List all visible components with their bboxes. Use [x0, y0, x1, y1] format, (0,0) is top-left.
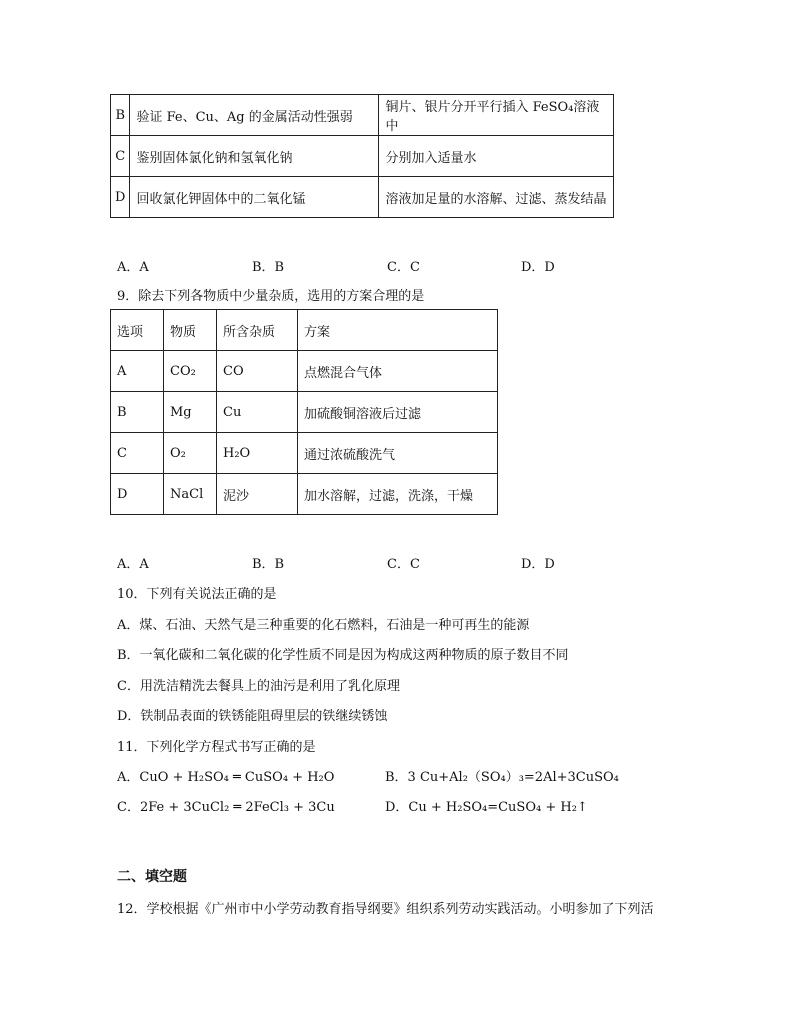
option-b[interactable]: B．一氧化碳和二氧化碳的化学性质不同是因为构成这两种物质的原子数目不同 [117, 648, 569, 663]
question-stem: 10．下列有关说法正确的是 [117, 587, 277, 602]
method-cell: 溶液加足量的水溶解、过滤、蒸发结晶 [379, 177, 614, 218]
column-header: 所含杂质 [217, 310, 298, 351]
impurity-cell: 泥沙 [217, 474, 298, 515]
purpose-cell: 回收氯化钾固体中的二氧化锰 [130, 177, 379, 218]
plan-cell: 加水溶解，过滤，洗涤，干燥 [298, 474, 498, 515]
table-row [111, 392, 498, 433]
q8-table [110, 94, 614, 218]
option-d[interactable]: D．铁制品表面的铁锈能阻碍里层的铁继续锈蚀 [117, 709, 388, 724]
option-key: C [111, 136, 130, 177]
table-row [111, 433, 498, 474]
impurity-cell: H₂O [217, 433, 298, 474]
question-stem: 12．学校根据《广州市中小学劳动教育指导纲要》组织系列劳动实践活动。小明参加了下列活 [117, 902, 654, 917]
table-row [111, 177, 614, 218]
q9-table [110, 309, 498, 515]
option-c[interactable]: C．2Fe + 3CuCl₂ ═ 2FeCl₃ + 3Cu [117, 800, 335, 815]
option-d[interactable]: D．Cu + H₂SO₄=CuSO₄ + H₂↑ [385, 800, 588, 815]
method-cell: 铜片、银片分开平行插入 FeSO₄溶液中 [379, 95, 614, 136]
option-a[interactable]: A．CuO + H₂SO₄ ═ CuSO₄ + H₂O [117, 770, 335, 785]
section-title: 二、填空题 [117, 869, 187, 885]
choice-a[interactable]: A．A [117, 557, 149, 572]
table-row [111, 95, 614, 136]
table-row [111, 474, 498, 515]
table-row [111, 136, 614, 177]
plan-cell: 通过浓硫酸洗气 [298, 433, 498, 474]
option-key: B [111, 392, 164, 433]
substance-cell: O₂ [164, 433, 217, 474]
substance-cell: Mg [164, 392, 217, 433]
purpose-cell: 验证 Fe、Cu、Ag 的金属活动性强弱 [130, 95, 379, 136]
choice-b[interactable]: B．B [252, 260, 285, 275]
option-key: D [111, 474, 164, 515]
choice-b[interactable]: B．B [252, 557, 285, 572]
column-header: 方案 [298, 310, 498, 351]
impurity-cell: Cu [217, 392, 298, 433]
impurity-cell: CO [217, 351, 298, 392]
table-row [111, 351, 498, 392]
substance-cell: NaCl [164, 474, 217, 515]
choice-c[interactable]: C．C [387, 260, 420, 275]
question-stem: 9．除去下列各物质中少量杂质，选用的方案合理的是 [117, 289, 425, 304]
option-b[interactable]: B．3 Cu+Al₂（SO₄）₃=2Al+3CuSO₄ [385, 770, 619, 785]
plan-cell: 加硫酸铜溶液后过滤 [298, 392, 498, 433]
option-key: B [111, 95, 130, 136]
column-header: 选项 [111, 310, 164, 351]
plan-cell: 点燃混合气体 [298, 351, 498, 392]
question-stem: 11．下列化学方程式书写正确的是 [117, 740, 316, 755]
choice-c[interactable]: C．C [387, 557, 420, 572]
option-a[interactable]: A．煤、石油、天然气是三种重要的化石燃料，石油是一种可再生的能源 [117, 618, 530, 633]
substance-cell: CO₂ [164, 351, 217, 392]
option-key: D [111, 177, 130, 218]
choice-a[interactable]: A．A [117, 260, 149, 275]
method-cell: 分别加入适量水 [379, 136, 614, 177]
table-header-row [111, 310, 498, 351]
option-c[interactable]: C．用洗洁精洗去餐具上的油污是利用了乳化原理 [117, 679, 400, 694]
option-key: A [111, 351, 164, 392]
choice-d[interactable]: D．D [521, 557, 555, 572]
choice-d[interactable]: D．D [521, 260, 555, 275]
column-header: 物质 [164, 310, 217, 351]
option-key: C [111, 433, 164, 474]
purpose-cell: 鉴别固体氯化钠和氢氧化钠 [130, 136, 379, 177]
